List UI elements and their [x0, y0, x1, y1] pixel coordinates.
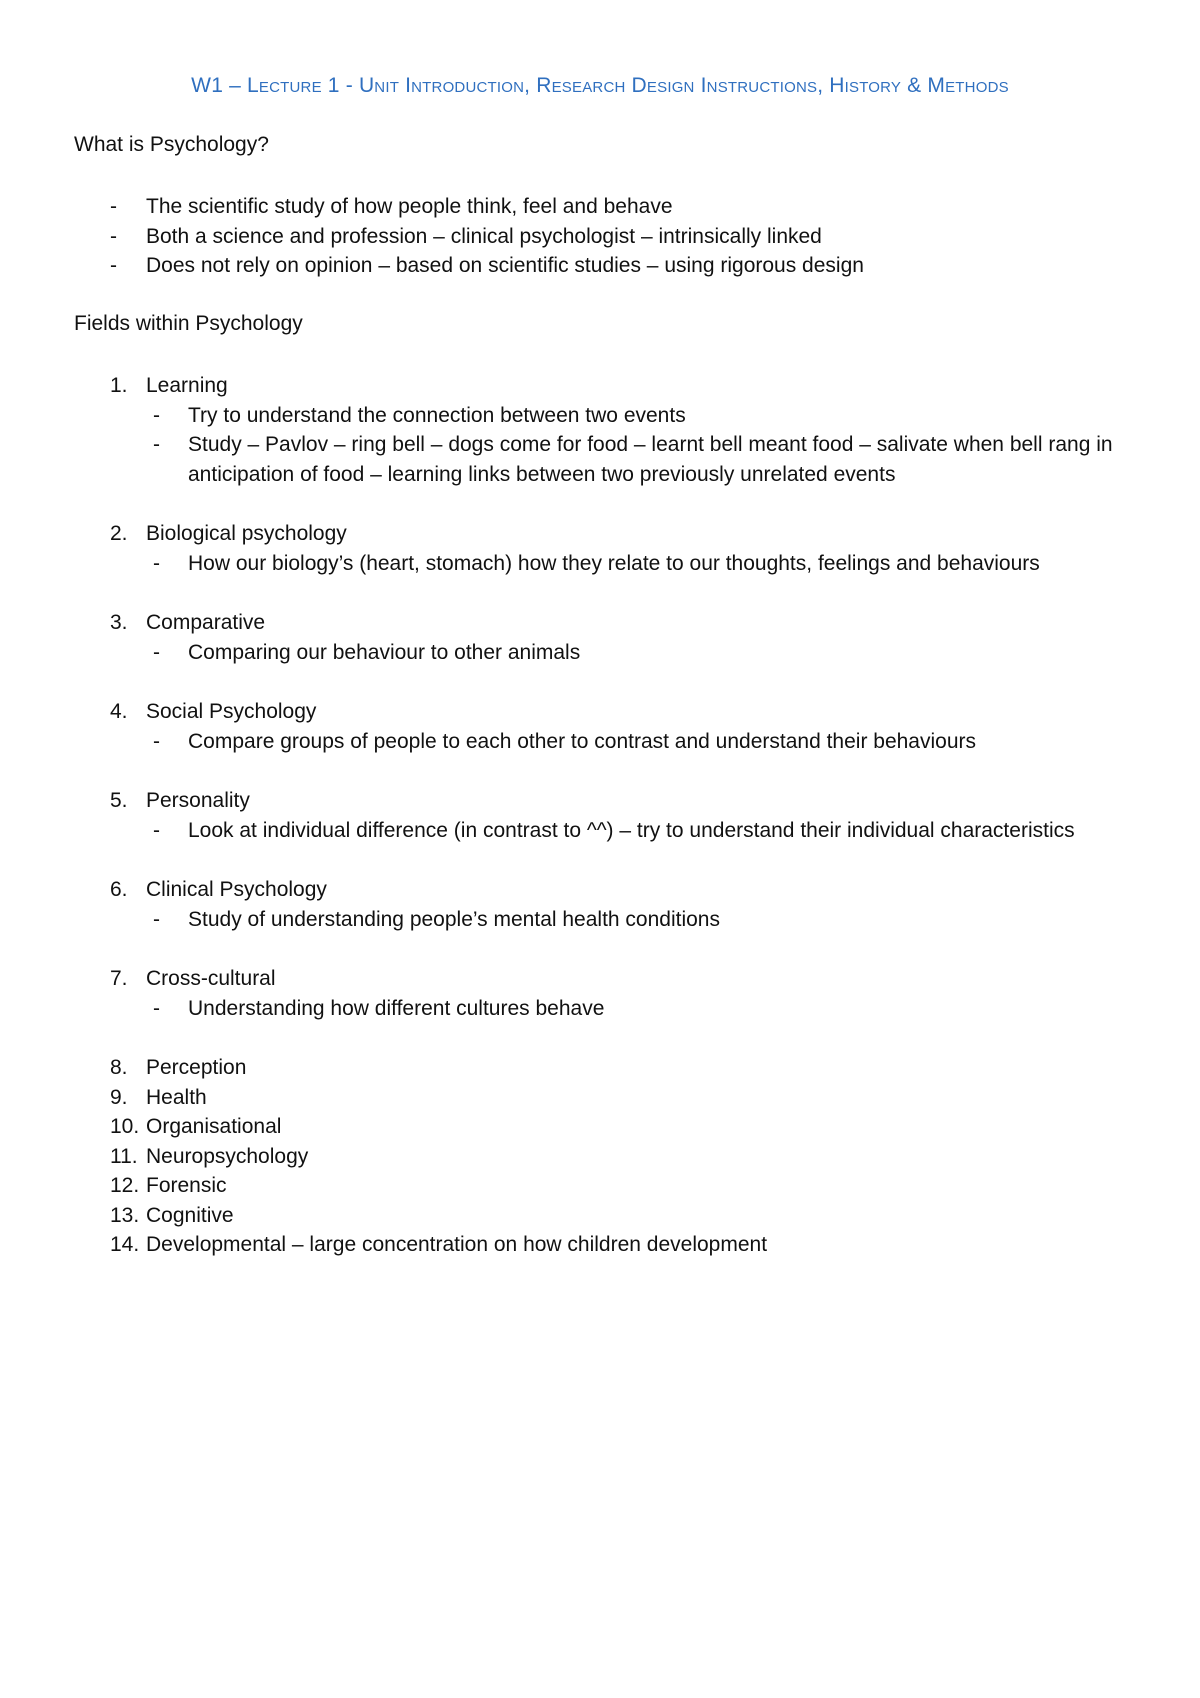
field-item: 4. Social Psychology - Compare groups of people to each other to contrast and understand their behaviours	[74, 697, 1134, 756]
field-item: 9. Health	[74, 1083, 1134, 1113]
sub-bullet-item: - Try to understand the connection between two events	[74, 401, 1134, 431]
field-sub-list	[74, 638, 1134, 668]
field-sub-list	[74, 816, 1134, 846]
sub-bullet-item: - Comparing our behaviour to other animals	[74, 638, 1134, 668]
field-item: 1. Learning - Try to understand the connection between two events - Study – Pavlov – ring bell – dogs come for food – learnt bell meant food – salivate when bell rang in anticipation of food – learning links between two previously unrelated events	[74, 371, 1134, 489]
field-name: Developmental – large concentration on how children development	[146, 1233, 768, 1256]
field-name: Neuropsychology	[146, 1144, 309, 1168]
field-item: 10. Organisational	[74, 1112, 1134, 1142]
sub-bullet-item: - Study of understanding people’s mental health conditions	[74, 905, 1134, 935]
bullet-item: - The scientific study of how people think, feel and behave	[74, 192, 1124, 222]
dash-marker: -	[153, 907, 160, 931]
dash-marker: -	[153, 433, 160, 456]
bullet-item: - Both a science and profession – clinical psychologist – intrinsically linked	[74, 222, 1124, 252]
dash-marker: -	[153, 996, 160, 1020]
dash-marker: -	[110, 254, 117, 277]
sub-bullet-item: - Study – Pavlov – ring bell – dogs come for food – learnt bell meant food – salivate when bell rang in anticipation of food – learning links between two previously unrelated events	[74, 430, 1134, 489]
dash-marker: -	[153, 403, 160, 427]
field-name: Biological psychology	[146, 522, 347, 545]
field-item: 5. Personality - Look at individual difference (in contrast to ^^) – try to understand their individual characteristics	[74, 786, 1134, 845]
field-name: Organisational	[146, 1115, 282, 1138]
sub-bullet-item: - How our biology’s (heart, stomach) how they relate to our thoughts, feelings and behaviours	[74, 549, 1134, 579]
dash-marker: -	[153, 818, 160, 842]
field-item: 14. Developmental – large concentration on how children development	[74, 1230, 1134, 1260]
dash-marker: -	[153, 640, 160, 664]
dash-marker: -	[110, 224, 117, 248]
field-sub-list	[74, 549, 1134, 579]
section-heading-what-is-psychology: What is Psychology?	[74, 133, 269, 156]
field-name: Personality	[146, 789, 250, 812]
field-item: 12. Forensic	[74, 1171, 1134, 1201]
field-name: Cognitive	[146, 1203, 234, 1227]
field-item: 11. Neuropsychology	[74, 1142, 1134, 1172]
sub-bullet-item: - Look at individual difference (in contrast to ^^) – try to understand their individual characteristics	[74, 816, 1134, 846]
sub-bullet-item: - Understanding how different cultures behave	[74, 994, 1134, 1024]
section-heading-fields: Fields within Psychology	[74, 312, 303, 335]
document-title: W1 – Lecture 1 - Unit Introduction, Research Design Instructions, History & Methods	[191, 74, 1009, 97]
field-name: Perception	[146, 1056, 247, 1079]
field-name: Forensic	[146, 1174, 227, 1197]
field-item: 6. Clinical Psychology - Study of understanding people’s mental health conditions	[74, 875, 1134, 934]
field-name: Learning	[146, 374, 228, 397]
field-item: 13. Cognitive	[74, 1201, 1134, 1231]
field-item: 3. Comparative - Comparing our behaviour to other animals	[74, 608, 1134, 667]
definition-bullet-list	[74, 192, 1124, 281]
fields-list	[74, 371, 1134, 1260]
field-name: Comparative	[146, 611, 266, 634]
field-item: 2. Biological psychology - How our biology’s (heart, stomach) how they relate to our thoughts, feelings and behaviours	[74, 519, 1134, 578]
field-name: Cross-cultural	[146, 967, 276, 990]
field-sub-list	[74, 905, 1134, 935]
dash-marker: -	[153, 551, 160, 575]
field-name: Health	[146, 1085, 207, 1109]
field-sub-list	[74, 994, 1134, 1024]
sub-bullet-item: - Compare groups of people to each other to contrast and understand their behaviours	[74, 727, 1134, 757]
dash-marker: -	[110, 195, 117, 218]
field-name: Social Psychology	[146, 700, 317, 723]
field-item: 8. Perception	[74, 1053, 1134, 1083]
field-item: 7. Cross-cultural - Understanding how different cultures behave	[74, 964, 1134, 1023]
field-sub-list	[74, 727, 1134, 757]
field-sub-list	[74, 401, 1134, 490]
dash-marker: -	[153, 729, 160, 753]
bullet-item: - Does not rely on opinion – based on scientific studies – using rigorous design	[74, 251, 1124, 281]
field-name: Clinical Psychology	[146, 878, 327, 901]
